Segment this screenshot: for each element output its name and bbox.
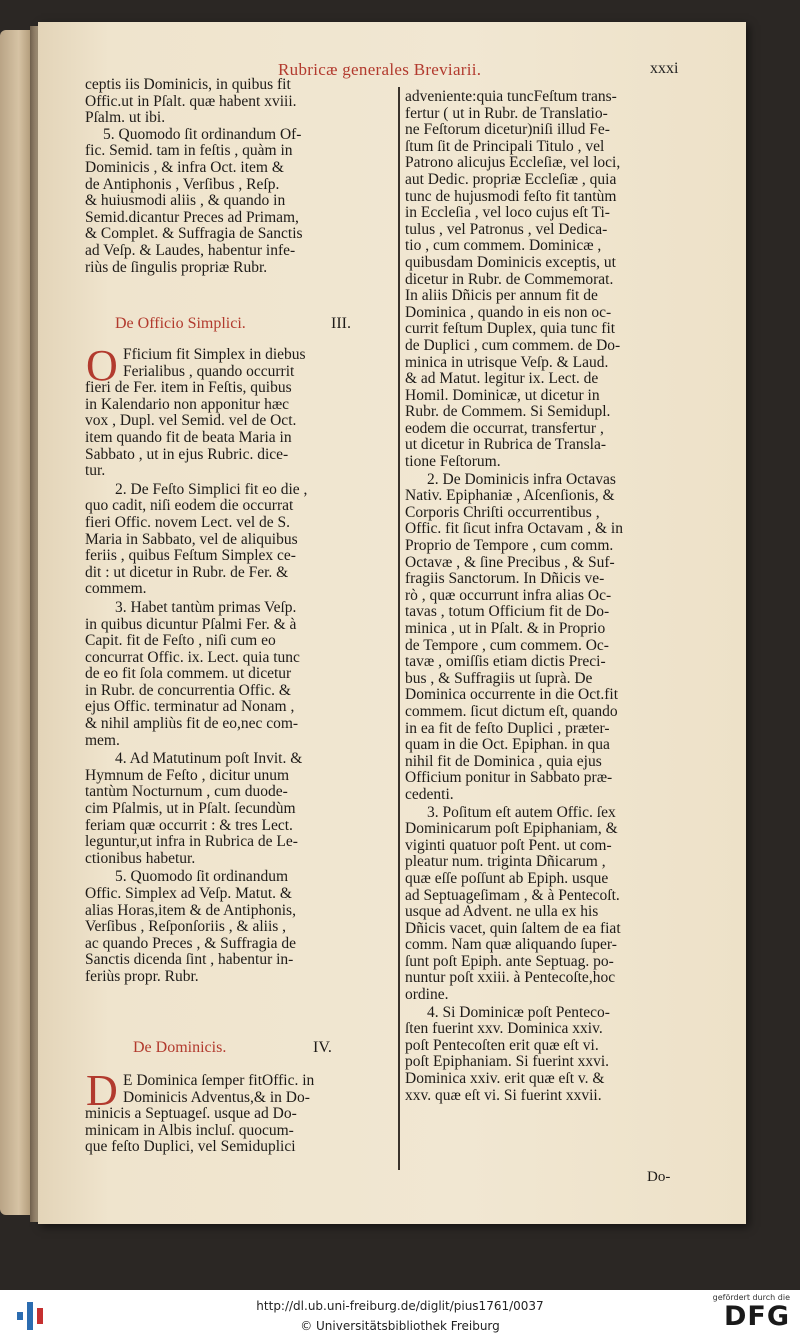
text-line: Officium ponitur in Sabbato præ- (405, 769, 613, 787)
section-heading-officio-simplici (115, 315, 375, 333)
text-line: feriis , quibus Feſtum Simplex ce- (85, 547, 296, 565)
text-line: Dominica xxiv. erit quæ eſt v. & (405, 1070, 605, 1088)
text-line: Rubr. de Commem. Si Semidupl. (405, 403, 611, 421)
text-line: Dominicis , & infra Oct. item & (85, 158, 284, 176)
text-line: Patrono alicujus Eccleſiæ, vel loci, (405, 154, 621, 172)
text-line: Hymnum de Feſto , dicitur unum (85, 766, 290, 784)
text-line: eodem die occurrat, transfertur , (405, 419, 604, 437)
text-line: E Dominica ſemper fitOffic. in (123, 1072, 315, 1089)
text-line: Dominica , quando in eis non oc- (405, 303, 612, 321)
text-line: rò , quæ occurrunt infra alias Oc- (405, 586, 612, 604)
text-line: quam in die Oct. Epiphan. in qua (405, 736, 610, 754)
text-line: in Kalendario non apponitur hæc (85, 395, 290, 413)
text-line: quæ eſſe poſſunt ab Epiph. usque (405, 869, 609, 887)
text-line: pleatur num. triginta Dñicarum , (405, 853, 606, 871)
text-line: bus , & Suffragiis ut ſuprà. De (405, 669, 593, 687)
text-line: feriùs propr. Rubr. (85, 967, 199, 985)
text-line: ſten fuerint xxv. Dominica xxiv. (405, 1020, 603, 1038)
text-line: Sabbato , ut in ejus Rubric. dice- (85, 445, 289, 463)
text-line: minica in utrisque Veſp. & Laud. (405, 353, 609, 371)
text-line: comm. Nam quæ aliquando ſuper- (405, 936, 617, 954)
permalink-url[interactable]: http://dl.ub.uni-freiburg.de/diglit/pius1761/0037 (256, 1299, 544, 1313)
running-head-title: Rubricæ generales Breviarii. (278, 60, 482, 79)
text-line: ac quando Preces , & Suffragia de (85, 934, 297, 952)
text-line: 4. Ad Matutinum poſt Invit. & (115, 750, 303, 768)
text-line: alias Horas,item & de Antiphonis, (85, 901, 296, 919)
text-line: tulus , vel Patronus , vel Dedica- (405, 220, 608, 238)
text-line: Sanctis dicenda ſint , habentur in- (85, 951, 294, 969)
text-line: 3. Poſitum eſt autem Offic. ſex (427, 803, 616, 821)
text-line: commem. (85, 580, 147, 598)
text-line: riùs de ſingulis propriæ Rubr. (85, 258, 268, 276)
left-text-block-c (85, 1066, 390, 1156)
text-line: tio , cum commem. Dominicæ , (405, 237, 602, 255)
column-divider-rule (398, 87, 400, 1170)
text-line: 5. Quomodo ſit ordinandum (115, 868, 289, 886)
text-line: Homil. Dominicæ, ut dicetur in (405, 386, 600, 404)
text-line: viginti quatuor poſt Pent. ut com- (405, 836, 612, 854)
text-line: de Antiphonis , Verſibus , Reſp. (85, 175, 280, 193)
text-line: quo cadit, niſi eodem die occurrat (85, 497, 294, 515)
text-line: Capit. fit de Feſto , niſi cum eo (85, 632, 276, 650)
text-line: Octavæ , & ſine Precibus , & Suf- (405, 553, 615, 571)
dropcap-o: O (86, 341, 118, 390)
text-line: tur. (85, 462, 106, 480)
text-line: Ferialibus , quando occurrit (123, 362, 295, 380)
dfg-funding-label: gefördert durch die (712, 1293, 790, 1302)
text-line: leguntur,ut infra in Rubrica de Le- (85, 833, 298, 851)
text-line: ſunt poſt Epiph. ante Septuag. po- (405, 952, 614, 970)
text-line: mem. (85, 731, 120, 749)
text-line: cedenti. (405, 785, 454, 803)
text-line: fragiis Sanctorum. In Dñicis ve- (405, 570, 605, 588)
text-line: dit : ut dicetur in Rubr. de Fer. & (85, 563, 289, 581)
text-line: fic. Semid. tam in feſtis , quàm in (85, 142, 293, 160)
text-line: ne Feſtorum dicetur)niſi illud Fe- (405, 121, 610, 139)
text-line: concurrat Offic. ix. Lect. quia tunc (85, 648, 300, 666)
text-line: Corporis Chriſti occurrentibus , (405, 503, 600, 521)
text-line: ejus Offic. terminatur ad Nonam , (85, 698, 295, 716)
text-line: vox , Dupl. vel Semid. vel de Oct. (85, 412, 297, 430)
text-line: minicis a Septuageſ. usque ad Do- (85, 1105, 297, 1123)
text-line: de Tempore , cum commem. Oc- (405, 636, 609, 654)
section-heading-title: De Officio Simplici. (115, 315, 246, 332)
text-line: Dominicis Adventus,& in Do- (123, 1088, 310, 1106)
text-line: de eo fit ſola commem. ut dicetur (85, 665, 292, 683)
text-line: in ea fit de feſto Duplici , præter- (405, 719, 610, 737)
page-number: xxxi (650, 60, 679, 77)
text-line: adveniente:quia tuncFeſtum trans- (405, 88, 617, 105)
text-line: poſt Epiphaniam. Si fuerint xxvi. (405, 1053, 610, 1071)
dropcap-d: D (86, 1066, 118, 1115)
text-line: & huiusmodi aliis , & quando in (85, 192, 286, 210)
text-line: tavas , totum Officium fit de Do- (405, 603, 610, 621)
right-column (405, 89, 705, 1104)
text-line: currit feſtum Duplex, quia tunc fit (405, 320, 616, 338)
text-line: cim Pſalmis, ut in Pſalt. ſecundùm (85, 800, 296, 818)
text-line: fieri Offic. novem Lect. vel de S. (85, 513, 291, 531)
text-line: quibusdam Dominicis exceptis, ut (405, 253, 616, 271)
text-line: in quibus dicuntur Pſalmi Fer. & à (85, 615, 297, 633)
text-line: fertur ( ut in Rubr. de Translatio- (405, 104, 608, 122)
dfg-logo (704, 1293, 790, 1339)
text-line: Dominicarum poſt Epiphaniam, & (405, 820, 618, 838)
text-line: Maria in Sabbato, vel de aliquibus (85, 530, 298, 548)
text-line: dicetur in Rubr. de Commemorat. (405, 270, 614, 288)
left-text-block-b (85, 341, 390, 986)
text-line: poſt Pentecoſten erit quæ eſt vi. (405, 1036, 599, 1054)
text-line: In aliis Dñicis per annum fit de (405, 287, 598, 305)
viewer-footer (0, 1290, 800, 1341)
text-line: usque ad Advent. ne ulla ex his (405, 903, 599, 921)
text-line: xxv. quæ eſt vi. Si fuerint xxvii. (405, 1086, 602, 1104)
text-line: feriam quæ occurrit : & tres Lect. (85, 816, 293, 834)
text-line: ad Veſp. & Laudes, habentur infe- (85, 241, 296, 259)
text-line: nuntur poſt xxiii. à Pentecoſte,hoc (405, 969, 616, 987)
left-text-block-a (85, 77, 390, 276)
copyright-notice: © Universitätsbibliothek Freiburg (300, 1319, 500, 1333)
text-line: minicam in Albis incluſ. quocum- (85, 1121, 294, 1139)
text-line: tione Feſtorum. (405, 453, 501, 471)
text-line: ctionibus habetur. (85, 849, 196, 867)
text-line: ut dicetur in Rubrica de Transla- (405, 436, 607, 454)
dfg-wordmark: DFG (723, 1301, 790, 1332)
text-line: Dominica occurrente in die Oct.fit (405, 686, 619, 704)
text-line: Verſibus , Reſponſoriis , & aliis , (85, 918, 287, 936)
catchword: Do- (647, 1169, 671, 1185)
text-line: que feſto Duplici, vel Semiduplici (85, 1138, 296, 1156)
text-line: Semid.dicantur Preces ad Primam, (85, 208, 299, 226)
text-line: aut Dedic. propriæ Eccleſiæ , quia (405, 170, 617, 188)
text-line: minica , ut in Pſalt. & in Proprio (405, 620, 606, 637)
text-line: item quando fit de beata Maria in (85, 428, 292, 446)
text-line: Offic. fit ſicut infra Octavam , & in (405, 520, 623, 538)
text-line: & nihil ampliùs fit de eo,nec com- (85, 715, 299, 733)
text-line: in Eccleſia , vel loco cujus eſt Ti- (405, 204, 610, 222)
text-line: & ad Matut. legitur ix. Lect. de (405, 370, 599, 388)
text-line: fieri de Fer. item in Feſtis, quibus (85, 379, 292, 397)
text-line: 4. Si Dominicæ poſt Penteco- (427, 1003, 610, 1021)
text-line: commem. ſicut dictum eſt, quando (405, 702, 618, 720)
text-line: Dñicis vacet, quin ſaltem de ea fiat (405, 919, 621, 937)
text-line: tavæ , omiſſis etiam dictis Preci- (405, 653, 606, 671)
text-line: nihil fit de Dominica , quia ejus (405, 752, 602, 770)
text-line: ad Septuageſimam , & à Pentecoſt. (405, 886, 620, 904)
text-line: & Complet. & Suffragia de Sanctis (85, 225, 303, 243)
text-line: tunc de hujusmodi feſto fit tantùm (405, 187, 617, 205)
text-line: Offic. Simplex ad Veſp. Matut. & (85, 885, 292, 902)
text-line: 2. De Feſto Simplici fit eo die , (115, 480, 308, 498)
text-line: Nativ. Epiphaniæ , Aſcenſionis, & (405, 487, 615, 505)
text-line: de Duplici , cum commem. de Do- (405, 336, 621, 354)
section-heading-number: III. (331, 315, 351, 332)
text-line: 2. De Dominicis infra Octavas (427, 470, 616, 488)
section-heading-dominicis (133, 1039, 373, 1057)
previous-leaf-edge (0, 30, 34, 1215)
text-line: 5. Quomodo ſit ordinandum Of- (103, 125, 302, 143)
text-line: Proprio de Tempore , cum comm. (405, 537, 614, 555)
left-column (85, 77, 390, 276)
text-line: ſtum ſit de Principali Titulo , vel (405, 137, 605, 155)
text-line: ceptis iis Dominicis, in quibus fit (85, 76, 291, 93)
text-line: in Rubr. de concurrentia Offic. & (85, 681, 291, 699)
text-line: Pſalm. ut ibi. (85, 109, 166, 127)
section-heading-number: IV. (313, 1039, 332, 1056)
text-line: 3. Habet tantùm primas Veſp. (115, 598, 297, 616)
section-heading-title: De Dominicis. (133, 1039, 227, 1056)
text-line: Fficium fit Simplex in diebus (123, 346, 306, 363)
text-line: ordine. (405, 986, 449, 1004)
text-line: tantùm Nocturnum , cum duode- (85, 783, 288, 801)
text-line: Offic.ut in Pſalt. quæ habent xviii. (85, 92, 297, 110)
